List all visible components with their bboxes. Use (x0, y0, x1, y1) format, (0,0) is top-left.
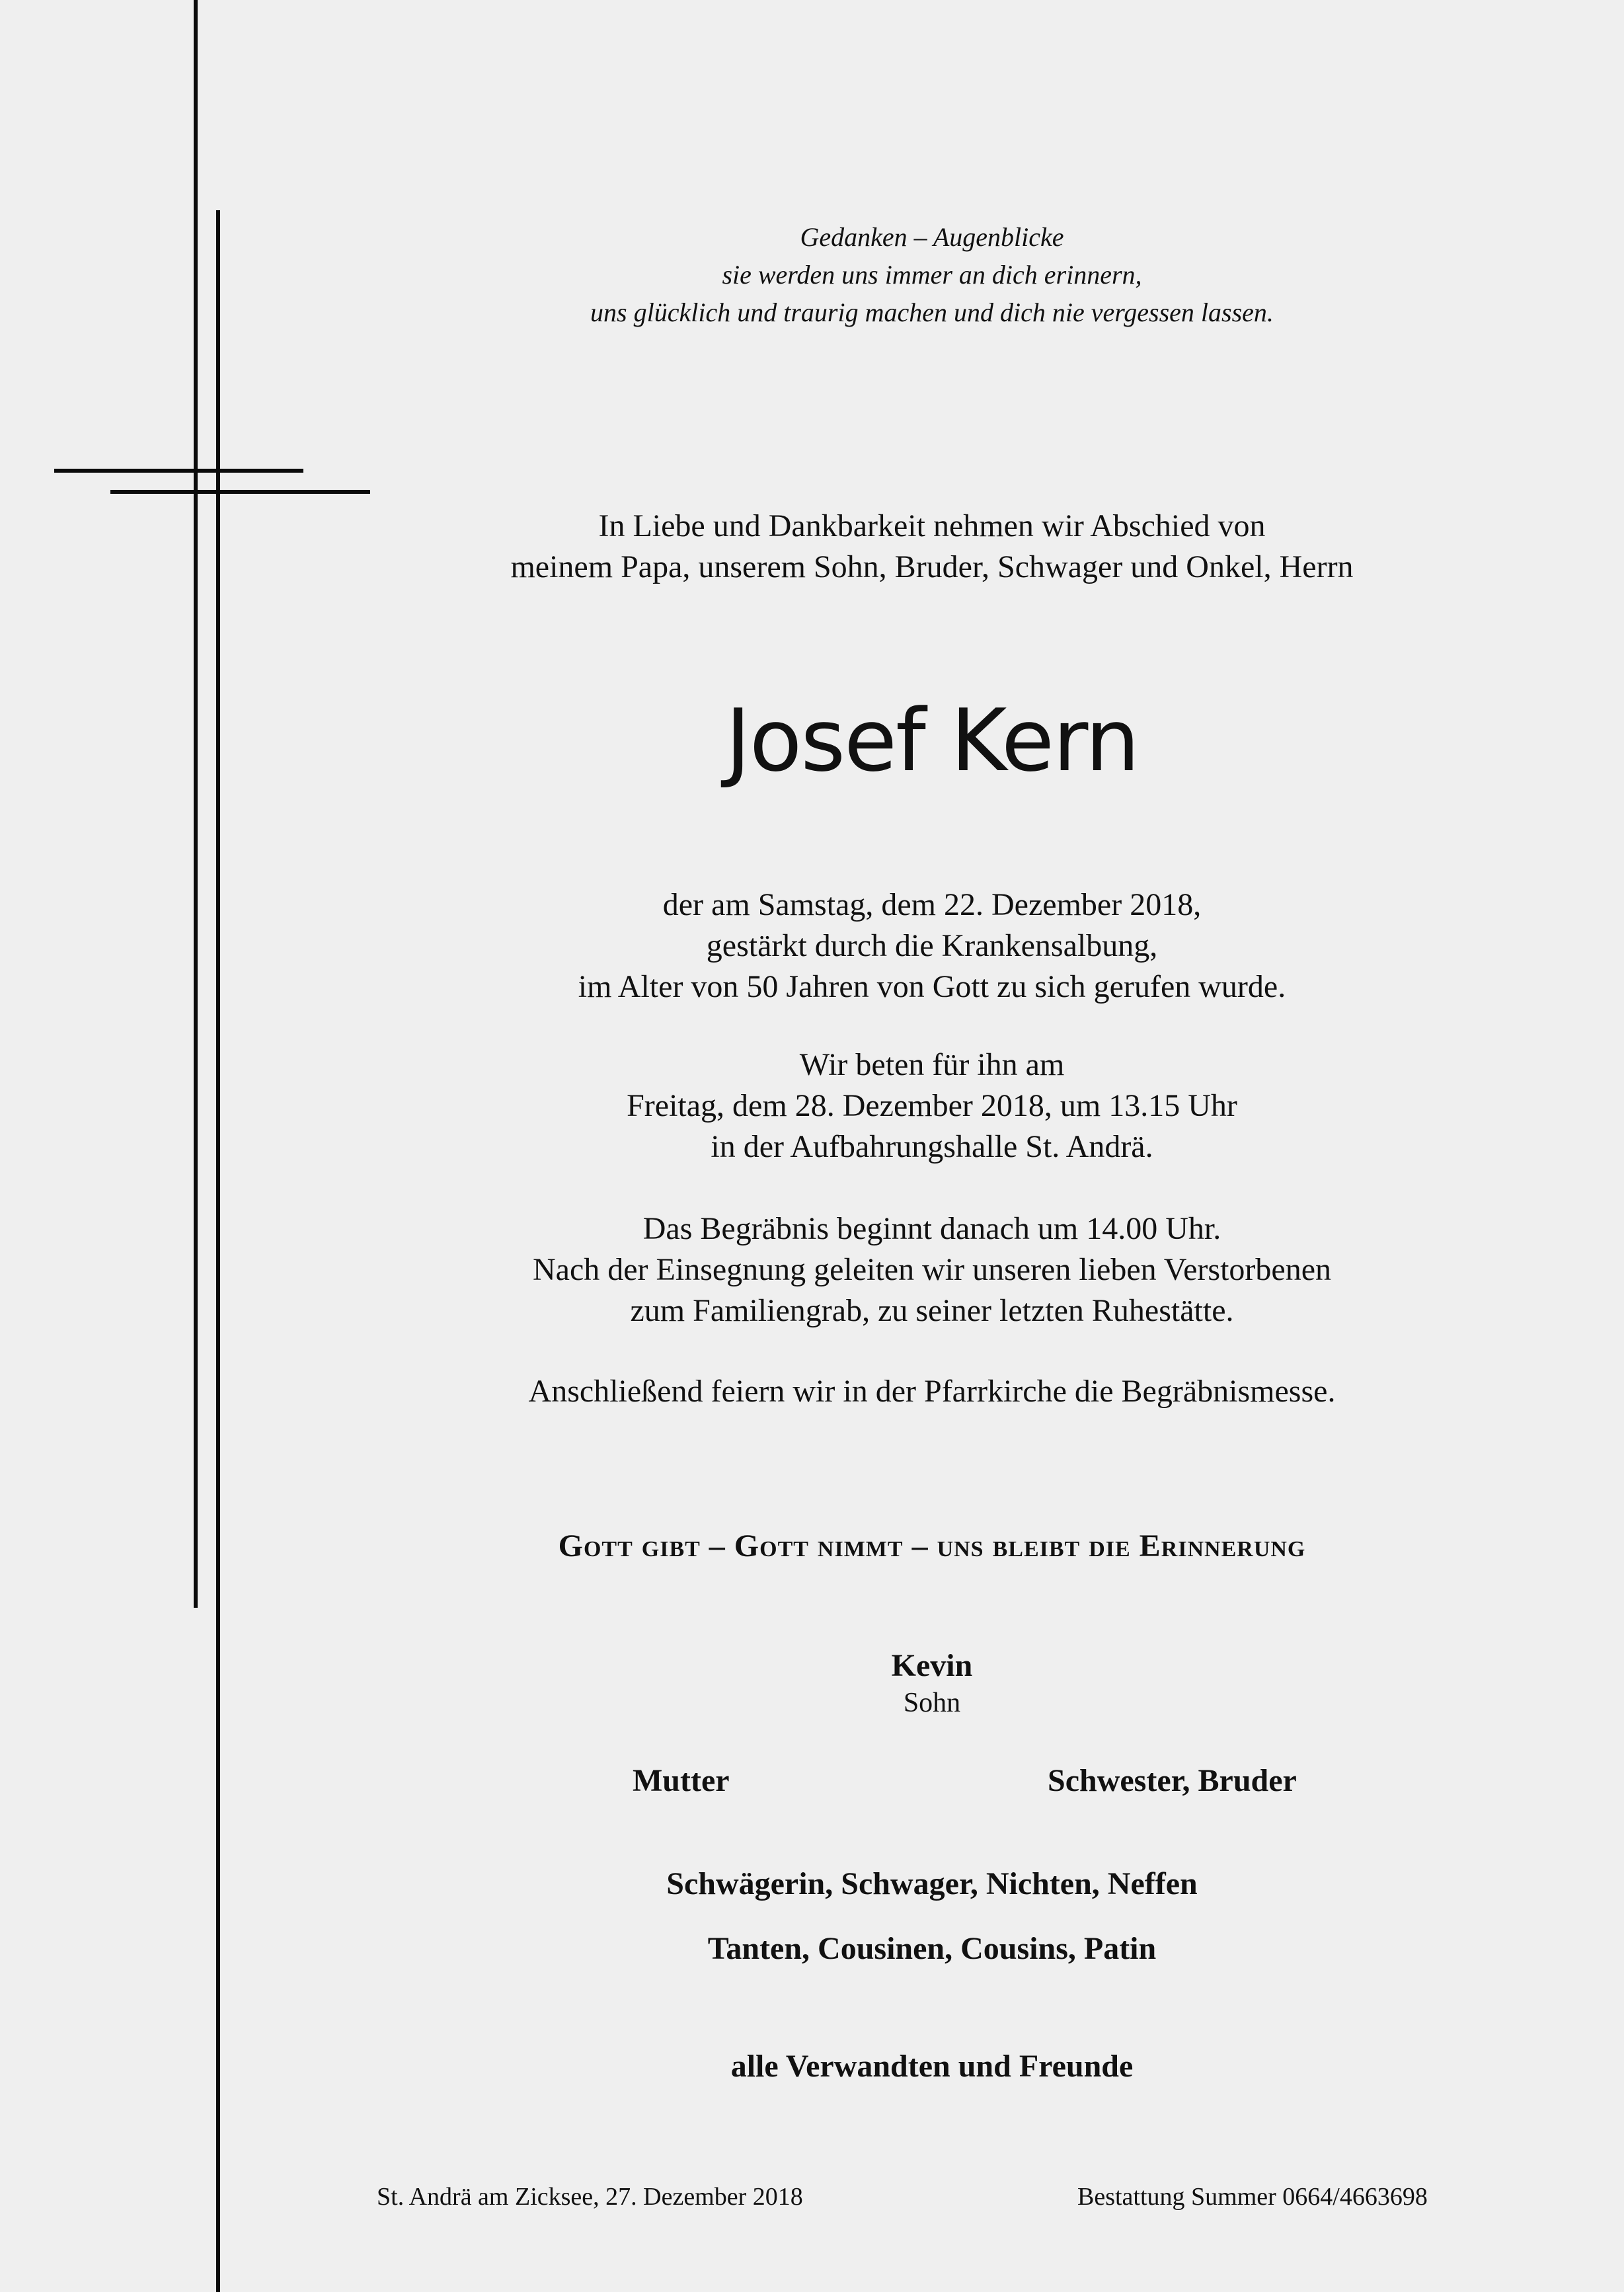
intro-line: meinem Papa, unserem Sohn, Bruder, Schwager und Onkel, Herrn (510, 549, 1354, 584)
verse-line: Gedanken – Augenblicke (800, 222, 1064, 252)
death-notice-line: gestärkt durch die Krankensalbung, (706, 928, 1158, 963)
mourner-son-name: Kevin (891, 1648, 973, 1683)
cross-lower-horizontal-line (110, 490, 370, 494)
death-notice-line: der am Samstag, dem 22. Dezember 2018, (662, 887, 1202, 922)
motto: Gott gibt – Gott nimmt – uns bleibt die Erinnerung (558, 1528, 1306, 1563)
verse-line: uns glücklich und traurig machen und dich nie vergessen lassen. (590, 297, 1274, 327)
memorial-verse (370, 218, 1494, 331)
prayer-announcement (370, 1045, 1494, 1167)
verse-line: sie werden uns immer an dich erinnern, (722, 260, 1142, 290)
mourner-aunts: Tanten, Cousinen, Cousins, Patin (707, 1931, 1157, 1966)
mass-announcement: Anschließend feiern wir in der Pfarrkirche die Begräbnismesse. (528, 1374, 1336, 1409)
mourner-inlaws: Schwägerin, Schwager, Nichten, Neffen (666, 1866, 1198, 1901)
farewell-intro (370, 506, 1494, 588)
funeral-line: Nach der Einsegnung geleiten wir unseren lieben Verstorbenen (532, 1252, 1332, 1287)
mourner-son-role: Sohn (903, 1688, 961, 1718)
mourner-siblings: Schwester, Bruder (1048, 1763, 1297, 1798)
deceased-name: Josef Kern (725, 690, 1139, 791)
cross-inner-vertical-line (216, 210, 220, 2292)
funeral-line: zum Familiengrab, zu seiner letzten Ruhestätte. (630, 1293, 1234, 1328)
footer-place-date: St. Andrä am Zicksee, 27. Dezember 2018 (377, 2183, 803, 2211)
prayer-line: Freitag, dem 28. Dezember 2018, um 13.15 Uhr (627, 1088, 1237, 1123)
prayer-line: Wir beten für ihn am (799, 1047, 1065, 1082)
cross-vertical-line (194, 0, 198, 1608)
death-notice-line: im Alter von 50 Jahren von Gott zu sich gerufen wurde. (578, 969, 1286, 1004)
intro-line: In Liebe und Dankbarkeit nehmen wir Abschied von (598, 508, 1266, 543)
funeral-announcement (370, 1208, 1494, 1331)
death-notice (370, 885, 1494, 1008)
mourner-friends: alle Verwandten und Freunde (730, 2049, 1134, 2084)
funeral-line: Das Begräbnis beginnt danach um 14.00 Uhr. (642, 1211, 1221, 1246)
cross-upper-horizontal-line (54, 469, 303, 473)
prayer-line: in der Aufbahrungshalle St. Andrä. (711, 1129, 1153, 1164)
footer-undertaker: Bestattung Summer 0664/4663698 (1077, 2183, 1428, 2211)
mourner-mother: Mutter (633, 1763, 730, 1798)
